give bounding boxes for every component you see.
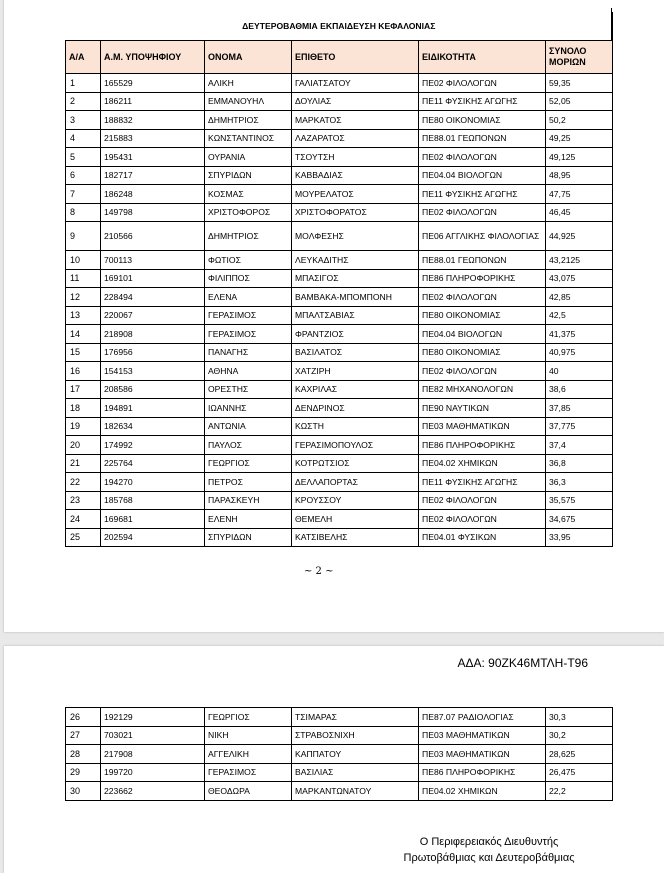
table-row	[66, 251, 613, 270]
cell-am: 217908	[101, 745, 205, 764]
ada-code: ΑΔΑ: 90ΖΚ46ΜΤΛΗ-Τ96	[457, 656, 588, 670]
cell-first-name: ΧΡΙΣΤΟΦΟΡΟΣ	[205, 203, 292, 222]
cell-specialty: ΠΕ02 ΦΙΛΟΛΟΓΩΝ	[419, 148, 546, 167]
table-body-continued	[66, 708, 613, 801]
cell-am: 194270	[101, 473, 205, 492]
cell-score: 43,2125	[546, 251, 613, 270]
cell-am: 186248	[101, 185, 205, 204]
table-row	[66, 111, 613, 130]
cell-last-name: ΚΑΒΒΑΔΙΑΣ	[292, 166, 419, 185]
cell-am: 220067	[101, 306, 205, 325]
cell-first-name: ΦΙΛΙΠΠΟΣ	[205, 269, 292, 288]
cell-last-name: ΜΠΑΣΙΓΟΣ	[292, 269, 419, 288]
cell-aa: 28	[66, 745, 101, 764]
cell-last-name: ΓΕΡΑΣΙΜΟΠΟΥΛΟΣ	[292, 436, 419, 455]
cell-aa: 6	[66, 166, 101, 185]
cell-last-name: ΒΑΣΙΛΑΤΟΣ	[292, 343, 419, 362]
cell-am: 210566	[101, 222, 205, 251]
cell-am: 225764	[101, 454, 205, 473]
cell-aa: 27	[66, 726, 101, 745]
cell-first-name: ΑΝΤΩΝΙΑ	[205, 417, 292, 436]
cell-first-name: ΠΕΤΡΟΣ	[205, 473, 292, 492]
cell-aa: 30	[66, 782, 101, 801]
cell-aa: 16	[66, 362, 101, 381]
cell-aa: 2	[66, 92, 101, 111]
table-row	[66, 510, 613, 529]
cell-first-name: ΟΡΕΣΤΗΣ	[205, 380, 292, 399]
cell-aa: 14	[66, 325, 101, 344]
cell-first-name: ΔΗΜΗΤΡΙΟΣ	[205, 222, 292, 251]
table-row	[66, 362, 613, 381]
cell-am: 194891	[101, 399, 205, 418]
cell-first-name: ΓΕΡΑΣΙΜΟΣ	[205, 763, 292, 782]
cell-am: 188832	[101, 111, 205, 130]
cell-am: 195431	[101, 148, 205, 167]
cell-am: 228494	[101, 288, 205, 307]
cell-score: 34,675	[546, 510, 613, 529]
table-row	[66, 763, 613, 782]
cell-specialty: ΠΕ04.02 ΧΗΜΙΚΩΝ	[419, 782, 546, 801]
cell-specialty: ΠΕ88.01 ΓΕΩΠΟΝΩΝ	[419, 251, 546, 270]
cell-specialty: ΠΕ11 ΦΥΣΙΚΗΣ ΑΓΩΓΗΣ	[419, 473, 546, 492]
cell-am: 154153	[101, 362, 205, 381]
header-first-name: ΟΝΟΜΑ	[205, 41, 292, 74]
cell-last-name: ΘΕΜΕΛΗ	[292, 510, 419, 529]
cell-am: 703021	[101, 726, 205, 745]
cell-last-name: ΒΑΜΒΑΚΑ-ΜΠΟΜΠΟΝΗ	[292, 288, 419, 307]
cell-aa: 22	[66, 473, 101, 492]
cell-last-name: ΜΟΛΦΕΣΗΣ	[292, 222, 419, 251]
cell-first-name: ΟΥΡΑΝΙΑ	[205, 148, 292, 167]
cell-first-name: ΓΕΡΑΣΙΜΟΣ	[205, 325, 292, 344]
table-row	[66, 92, 613, 111]
cell-aa: 21	[66, 454, 101, 473]
cell-am: 165529	[101, 74, 205, 93]
cell-score: 37,775	[546, 417, 613, 436]
cell-last-name: ΛΕΥΚΑΔΙΤΗΣ	[292, 251, 419, 270]
cell-last-name: ΓΑΛΙΑΤΣΑΤΟΥ	[292, 74, 419, 93]
cell-aa: 24	[66, 510, 101, 529]
cell-am: 202594	[101, 528, 205, 547]
cell-aa: 10	[66, 251, 101, 270]
cell-specialty: ΠΕ04.04 ΒΙΟΛΟΓΩΝ	[419, 325, 546, 344]
cell-am: 174992	[101, 436, 205, 455]
cell-aa: 17	[66, 380, 101, 399]
cell-last-name: ΚΩΣΤΗ	[292, 417, 419, 436]
header-last-name: ΕΠΙΘΕΤΟ	[292, 41, 419, 74]
cell-am: 182717	[101, 166, 205, 185]
cell-specialty: ΠΕ86 ΠΛΗΡΟΦΟΡΙΚΗΣ	[419, 269, 546, 288]
cell-first-name: ΔΗΜΗΤΡΙΟΣ	[205, 111, 292, 130]
table-row	[66, 222, 613, 251]
cell-score: 38,6	[546, 380, 613, 399]
cell-specialty: ΠΕ02 ΦΙΛΟΛΟΓΩΝ	[419, 74, 546, 93]
cell-aa: 3	[66, 111, 101, 130]
cell-aa: 23	[66, 491, 101, 510]
table-title: ΔΕΥΤΕΡΟΒΑΘΜΙΑ ΕΚΠΑΙΔΕΥΣΗ ΚΕΦΑΛΟΝΙΑΣ	[66, 12, 613, 41]
cell-aa: 13	[66, 306, 101, 325]
cell-score: 28,625	[546, 745, 613, 764]
header-aa: Α/Α	[66, 41, 101, 74]
cell-last-name: ΦΡΑΝΤΖΙΟΣ	[292, 325, 419, 344]
cell-specialty: ΠΕ06 ΑΓΓΛΙΚΗΣ ΦΙΛΟΛΟΓΙΑΣ	[419, 222, 546, 251]
table-row	[66, 726, 613, 745]
cell-aa: 25	[66, 528, 101, 547]
document-page-3	[4, 646, 664, 873]
cell-am: 223662	[101, 782, 205, 801]
cell-am: 169681	[101, 510, 205, 529]
cell-first-name: ΚΟΣΜΑΣ	[205, 185, 292, 204]
cell-score: 59,35	[546, 74, 613, 93]
cell-aa: 18	[66, 399, 101, 418]
document-page-2	[4, 0, 664, 632]
cell-specialty: ΠΕ80 ΟΙΚΟΝΟΜΙΑΣ	[419, 306, 546, 325]
cell-first-name: ΠΑΝΑΓΗΣ	[205, 343, 292, 362]
cell-am: 149798	[101, 203, 205, 222]
cell-last-name: ΤΣΙΜΑΡΑΣ	[292, 708, 419, 727]
header-score: ΣΥΝΟΛΟ ΜΟΡΙΩΝ	[546, 41, 613, 74]
table-row	[66, 473, 613, 492]
cell-am: 185768	[101, 491, 205, 510]
cell-specialty: ΠΕ03 ΜΑΘΗΜΑΤΙΚΩΝ	[419, 417, 546, 436]
cell-first-name: ΠΑΡΑΣΚΕΥΗ	[205, 491, 292, 510]
page-number: ~ 2 ~	[304, 566, 334, 577]
cell-specialty: ΠΕ80 ΟΙΚΟΝΟΜΙΑΣ	[419, 343, 546, 362]
cell-score: 30,3	[546, 708, 613, 727]
table-row	[66, 343, 613, 362]
cell-specialty: ΠΕ04.04 ΒΙΟΛΟΓΩΝ	[419, 166, 546, 185]
cell-first-name: ΕΜΜΑΝΟΥΗΛ	[205, 92, 292, 111]
cell-score: 36,3	[546, 473, 613, 492]
cell-score: 42,5	[546, 306, 613, 325]
cell-am: 199720	[101, 763, 205, 782]
table-row	[66, 380, 613, 399]
cell-specialty: ΠΕ11 ΦΥΣΙΚΗΣ ΑΓΩΓΗΣ	[419, 185, 546, 204]
header-specialty: ΕΙΔΙΚΟΤΗΤΑ	[419, 41, 546, 74]
cell-aa: 15	[66, 343, 101, 362]
table-header-row	[66, 41, 613, 74]
cell-last-name: ΣΤΡΑΒΟΣΝΙΧΗ	[292, 726, 419, 745]
table-body	[66, 74, 613, 547]
cell-am: 215883	[101, 129, 205, 148]
cell-score: 46,45	[546, 203, 613, 222]
table-row	[66, 288, 613, 307]
cell-specialty: ΠΕ03 ΜΑΘΗΜΑΤΙΚΩΝ	[419, 745, 546, 764]
cell-aa: 29	[66, 763, 101, 782]
cell-am: 186211	[101, 92, 205, 111]
cell-specialty: ΠΕ87.07 ΡΑΔΙΟΛΟΓΙΑΣ	[419, 708, 546, 727]
cell-specialty: ΠΕ02 ΦΙΛΟΛΟΓΩΝ	[419, 510, 546, 529]
cell-specialty: ΠΕ02 ΦΙΛΟΛΟΓΩΝ	[419, 203, 546, 222]
cell-specialty: ΠΕ04.01 ΦΥΣΙΚΩΝ	[419, 528, 546, 547]
table-row	[66, 708, 613, 727]
cell-specialty: ΠΕ02 ΦΙΛΟΛΟΓΩΝ	[419, 491, 546, 510]
cell-score: 41,375	[546, 325, 613, 344]
cell-specialty: ΠΕ02 ΦΙΛΟΛΟΓΩΝ	[419, 288, 546, 307]
candidates-table-continued	[65, 707, 613, 801]
cell-aa: 12	[66, 288, 101, 307]
table-row	[66, 745, 613, 764]
cell-last-name: ΔΕΝΔΡΙΝΟΣ	[292, 399, 419, 418]
cell-am: 182634	[101, 417, 205, 436]
cell-last-name: ΜΟΥΡΕΛΑΤΟΣ	[292, 185, 419, 204]
cell-score: 40,975	[546, 343, 613, 362]
cell-last-name: ΜΑΡΚΑΤΟΣ	[292, 111, 419, 130]
table-row	[66, 436, 613, 455]
cell-score: 26,475	[546, 763, 613, 782]
cell-first-name: ΑΛΙΚΗ	[205, 74, 292, 93]
table-row	[66, 528, 613, 547]
cell-first-name: ΚΩΝΣΤΑΝΤΙΝΟΣ	[205, 129, 292, 148]
cell-last-name: ΜΠΑΛΤΣΑΒΙΑΣ	[292, 306, 419, 325]
cell-score: 47,75	[546, 185, 613, 204]
cell-last-name: ΜΑΡΚΑΝΤΩΝΑΤΟΥ	[292, 782, 419, 801]
signature-title-line1: Ο Περιφερειακός Διευθυντής	[419, 836, 559, 848]
signature-title-line2: Πρωτοβάθμιας και Δευτεροβάθμιας	[403, 852, 575, 864]
table-row	[66, 166, 613, 185]
cell-am: 700113	[101, 251, 205, 270]
cell-score: 44,925	[546, 222, 613, 251]
cell-specialty: ΠΕ02 ΦΙΛΟΛΟΓΩΝ	[419, 362, 546, 381]
cell-am: 169101	[101, 269, 205, 288]
cell-aa: 5	[66, 148, 101, 167]
table-row	[66, 129, 613, 148]
cell-last-name: ΚΑΠΠΑΤΟΥ	[292, 745, 419, 764]
cell-last-name: ΤΣΟΥΤΣΗ	[292, 148, 419, 167]
cell-score: 35,575	[546, 491, 613, 510]
cell-last-name: ΒΑΣΙΛΙΑΣ	[292, 763, 419, 782]
cell-aa: 26	[66, 708, 101, 727]
cell-first-name: ΠΑΥΛΟΣ	[205, 436, 292, 455]
cell-specialty: ΠΕ11 ΦΥΣΙΚΗΣ ΑΓΩΓΗΣ	[419, 92, 546, 111]
cell-last-name: ΚΑΤΣΙΒΕΛΗΣ	[292, 528, 419, 547]
cell-am: 218908	[101, 325, 205, 344]
cell-specialty: ΠΕ03 ΜΑΘΗΜΑΤΙΚΩΝ	[419, 726, 546, 745]
cell-score: 49,125	[546, 148, 613, 167]
cell-specialty: ΠΕ80 ΟΙΚΟΝΟΜΙΑΣ	[419, 111, 546, 130]
cell-first-name: ΝΙΚΗ	[205, 726, 292, 745]
cell-aa: 4	[66, 129, 101, 148]
table-row	[66, 74, 613, 93]
cell-first-name: ΓΕΩΡΓΙΟΣ	[205, 708, 292, 727]
cell-specialty: ΠΕ86 ΠΛΗΡΟΦΟΡΙΚΗΣ	[419, 763, 546, 782]
cell-score: 52,05	[546, 92, 613, 111]
cell-first-name: ΑΘΗΝΑ	[205, 362, 292, 381]
table-row	[66, 306, 613, 325]
cell-first-name: ΕΛΕΝΗ	[205, 510, 292, 529]
cell-score: 48,95	[546, 166, 613, 185]
table-title-row	[66, 12, 613, 41]
cell-first-name: ΕΛΕΝΑ	[205, 288, 292, 307]
cell-last-name: ΔΕΛΛΑΠΟΡΤΑΣ	[292, 473, 419, 492]
cell-last-name: ΚΟΤΡΩΤΣΙΟΣ	[292, 454, 419, 473]
cell-last-name: ΧΑΤΖΙΡΗ	[292, 362, 419, 381]
cell-score: 37,4	[546, 436, 613, 455]
cell-score: 33,95	[546, 528, 613, 547]
cell-am: 176956	[101, 343, 205, 362]
cell-specialty: ΠΕ04.02 ΧΗΜΙΚΩΝ	[419, 454, 546, 473]
cell-aa: 8	[66, 203, 101, 222]
table-row	[66, 203, 613, 222]
cell-score: 22,2	[546, 782, 613, 801]
cell-aa: 11	[66, 269, 101, 288]
cell-first-name: ΘΕΟΔΩΡΑ	[205, 782, 292, 801]
table-row	[66, 782, 613, 801]
header-am: Α.Μ. ΥΠΟΨΗΦΙΟΥ	[101, 41, 205, 74]
cell-aa: 7	[66, 185, 101, 204]
cell-score: 40	[546, 362, 613, 381]
cell-aa: 9	[66, 222, 101, 251]
cell-last-name: ΛΑΖΑΡΑΤΟΣ	[292, 129, 419, 148]
cell-score: 43,075	[546, 269, 613, 288]
table-row	[66, 185, 613, 204]
cell-score: 50,2	[546, 111, 613, 130]
table-row	[66, 269, 613, 288]
cell-score: 49,25	[546, 129, 613, 148]
table-row	[66, 491, 613, 510]
cell-specialty: ΠΕ88.01 ΓΕΩΠΟΝΩΝ	[419, 129, 546, 148]
table-row	[66, 325, 613, 344]
cell-am: 208586	[101, 380, 205, 399]
table-row	[66, 148, 613, 167]
cell-specialty: ΠΕ82 ΜΗΧΑΝΟΛΟΓΩΝ	[419, 380, 546, 399]
cell-score: 37,85	[546, 399, 613, 418]
cell-aa: 20	[66, 436, 101, 455]
cell-score: 42,85	[546, 288, 613, 307]
cell-score: 30,2	[546, 726, 613, 745]
cell-aa: 1	[66, 74, 101, 93]
signature-block	[364, 834, 614, 866]
cell-first-name: ΑΓΓΕΛΙΚΗ	[205, 745, 292, 764]
cell-aa: 19	[66, 417, 101, 436]
cell-first-name: ΙΩΑΝΝΗΣ	[205, 399, 292, 418]
table-row	[66, 454, 613, 473]
cell-last-name: ΔΟΥΛΙΑΣ	[292, 92, 419, 111]
cell-specialty: ΠΕ90 ΝΑΥΤΙΚΩΝ	[419, 399, 546, 418]
cell-first-name: ΓΕΩΡΓΙΟΣ	[205, 454, 292, 473]
table-row	[66, 417, 613, 436]
cell-score: 36,8	[546, 454, 613, 473]
cell-am: 192129	[101, 708, 205, 727]
table-row	[66, 399, 613, 418]
cell-first-name: ΓΕΡΑΣΙΜΟΣ	[205, 306, 292, 325]
cell-first-name: ΣΠΥΡΙΔΩΝ	[205, 528, 292, 547]
cell-specialty: ΠΕ86 ΠΛΗΡΟΦΟΡΙΚΗΣ	[419, 436, 546, 455]
cell-last-name: ΚΡΟΥΣΣΟΥ	[292, 491, 419, 510]
cell-first-name: ΦΩΤΙΟΣ	[205, 251, 292, 270]
cell-first-name: ΣΠΥΡΙΔΩΝ	[205, 166, 292, 185]
cell-last-name: ΚΑΧΡΙΛΑΣ	[292, 380, 419, 399]
cell-last-name: ΧΡΙΣΤΟΦΟΡΑΤΟΣ	[292, 203, 419, 222]
candidates-table	[65, 12, 613, 547]
